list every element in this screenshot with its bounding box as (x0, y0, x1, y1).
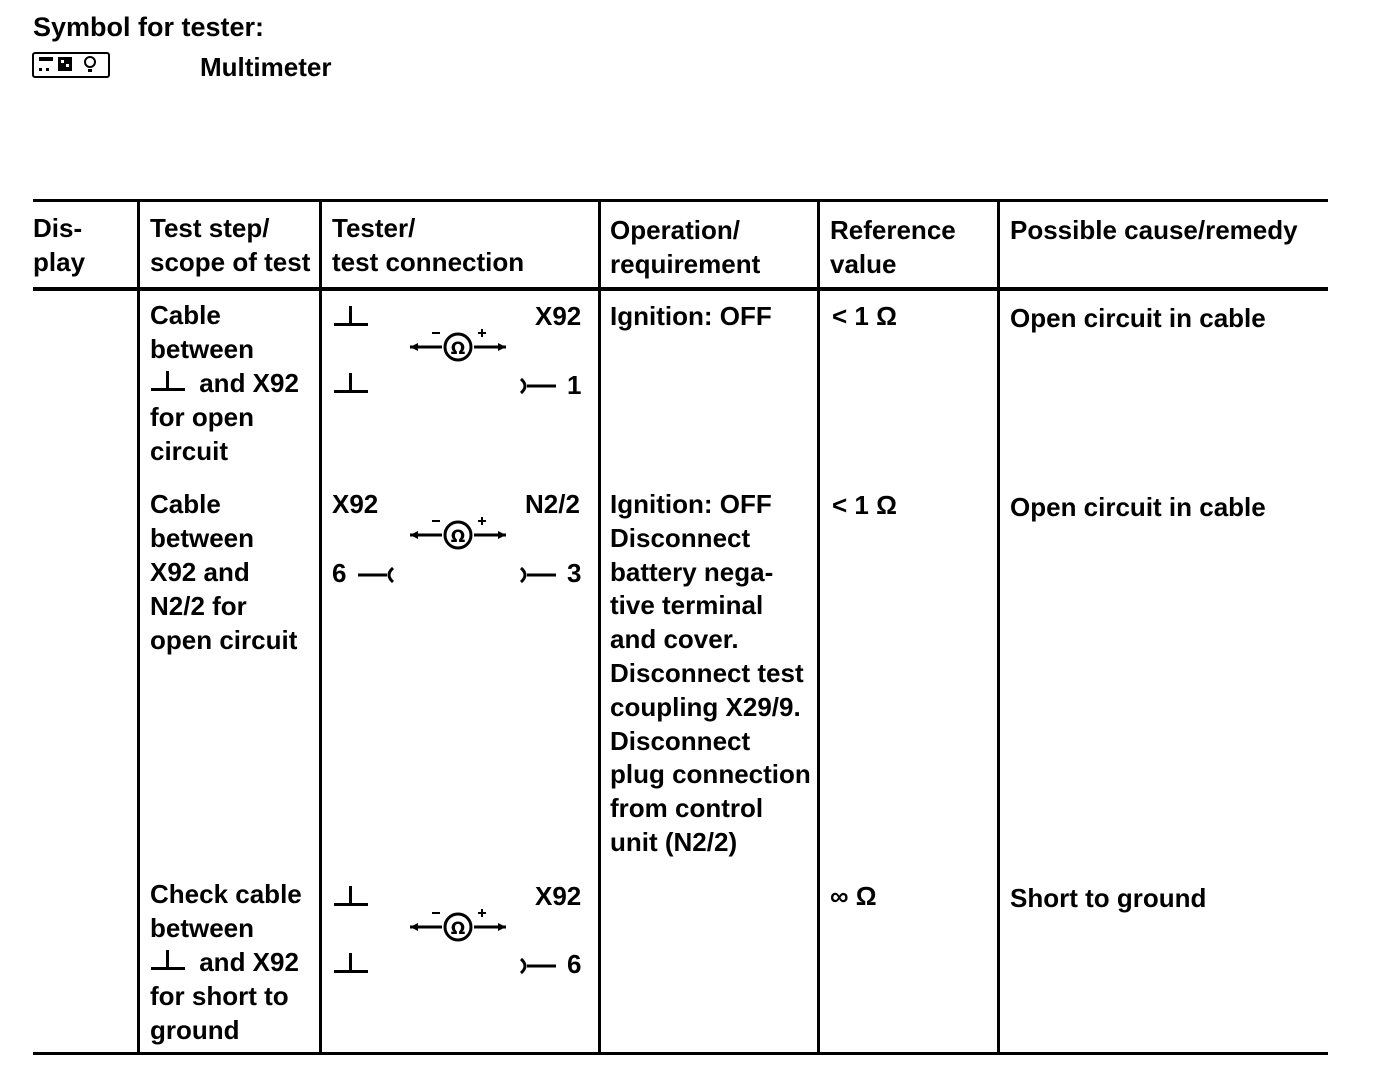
col-header-test-step: Test step/ scope of test (150, 213, 311, 277)
table-bottom-rule (33, 1052, 1328, 1055)
test-step-line: X92 and (150, 557, 250, 587)
svg-text:Ω: Ω (450, 919, 466, 939)
svg-text:Ω: Ω (450, 339, 466, 359)
conn-left-top: X92 (332, 489, 379, 519)
ohmmeter-icon (408, 325, 508, 365)
conn-right-top: N2/2 (525, 489, 580, 519)
test-step-line: between (150, 523, 255, 553)
col-header-tester: Tester/ test connection (332, 213, 525, 277)
ground-symbol-icon (334, 886, 368, 908)
test-step-line: for short to (150, 981, 289, 1011)
col-header-reference: Reference value (830, 215, 956, 279)
plug-connector-icon (518, 956, 558, 976)
col-divider (598, 199, 601, 1055)
table-top-rule (33, 199, 1328, 202)
plug-connector-icon (518, 376, 558, 396)
cause-text: Open circuit in cable (1010, 492, 1266, 522)
test-step-line: N2/2 for (150, 591, 247, 621)
col-header-cause: Possible cause/remedy (1010, 215, 1298, 245)
cause-text: Short to ground (1010, 883, 1207, 913)
col-header-operation: Operation/ requirement (610, 215, 761, 279)
test-step-line: and X92 (192, 947, 299, 977)
test-step-line: Check cable (150, 879, 302, 909)
test-step-line: Cable (150, 300, 221, 330)
test-step-line: between (150, 913, 255, 943)
ohmmeter-icon (408, 905, 508, 945)
operation-text: Ignition: OFF Disconnect battery nega- tive terminal and cover. Disconnect test coupling X29/9. Disconnect plug connection from control unit (N2/2) (610, 489, 811, 857)
ground-symbol-icon (151, 371, 185, 393)
col-divider (817, 199, 820, 1055)
conn-right-bottom: 6 (567, 949, 582, 979)
test-step-line: open circuit (150, 625, 298, 655)
reference-value: < 1 Ω (832, 301, 897, 331)
test-step-line: Cable (150, 489, 221, 519)
svg-text:Ω: Ω (450, 527, 466, 547)
reference-value: < 1 Ω (832, 490, 897, 520)
ground-symbol-icon (334, 306, 368, 328)
col-header-display: Dis- play (33, 213, 86, 277)
reference-value: ∞ Ω (830, 881, 877, 911)
col-divider (137, 199, 140, 1055)
tester-name: Multimeter (200, 52, 332, 82)
ground-symbol-icon (334, 953, 368, 975)
conn-left-bottom: 6 (332, 558, 347, 588)
conn-right-top: X92 (535, 301, 582, 331)
symbol-title: Symbol for tester: (33, 12, 265, 42)
ground-symbol-icon (151, 950, 185, 972)
conn-right-top: X92 (535, 881, 582, 911)
test-step-line: ground (150, 1015, 240, 1045)
socket-connector-icon (356, 565, 396, 585)
test-step-line: for open (150, 402, 254, 432)
conn-right-bottom: 1 (567, 370, 582, 400)
plug-connector-icon (518, 565, 558, 585)
test-step-line: circuit (150, 436, 229, 466)
col-divider (997, 199, 1000, 1055)
operation-text: Ignition: OFF (610, 301, 772, 331)
conn-right-bottom: 3 (567, 558, 582, 588)
cause-text: Open circuit in cable (1010, 303, 1266, 333)
test-step-line: between (150, 334, 255, 364)
ohmmeter-icon (408, 513, 508, 553)
test-step-line: and X92 (192, 368, 299, 398)
col-divider (319, 199, 322, 1055)
header-bottom-rule (33, 287, 1328, 291)
ground-symbol-icon (334, 373, 368, 395)
